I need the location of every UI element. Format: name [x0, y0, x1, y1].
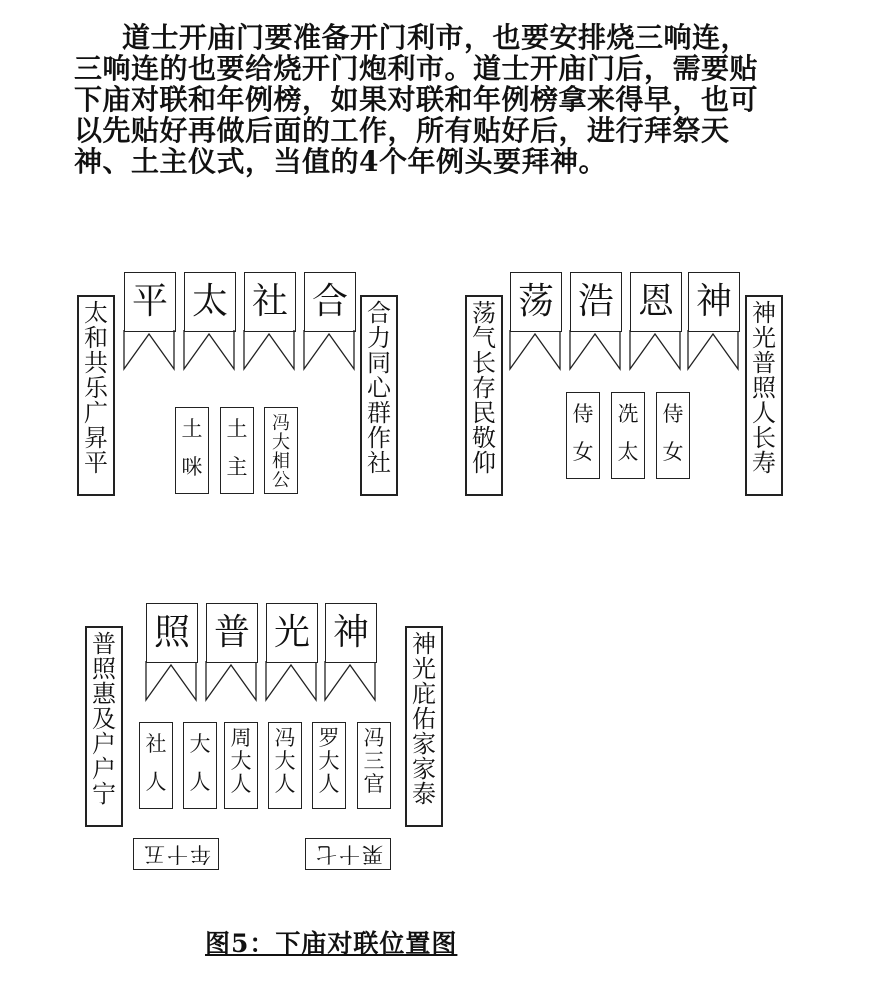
horizontal-char: 神	[688, 272, 740, 332]
spirit-tablet: 侍女	[656, 392, 690, 479]
horizontal-char: 平	[124, 272, 176, 332]
spirit-tablet: 土咪	[175, 407, 209, 494]
spirit-tablet: 冯三官	[357, 722, 391, 809]
horizontal-char: 太	[184, 272, 236, 332]
left-couplet: 太和共乐广昇平	[77, 295, 115, 496]
horizontal-char: 社	[244, 272, 296, 332]
spirit-tablet: 土主	[220, 407, 254, 494]
horizontal-char: 恩	[630, 272, 682, 332]
horizontal-char: 照	[146, 603, 198, 663]
intro-paragraph: 道士开庙门要准备开门利市，也要安排烧三响连，三响连的也要给烧开门炮利市。道士开庙门后，需要贴下庙对联和年例榜，如果对联和年例榜拿来得早，也可以先贴好再做后面的工作，所有贴好后，进行拜祭天神、土主仪式，当值的4个年例头要拜神。	[74, 21, 759, 178]
right-couplet: 合力同心群作社	[360, 295, 398, 496]
horizontal-char: 普	[206, 603, 258, 663]
spirit-tablet: 罗大人	[312, 722, 346, 809]
spirit-tablet: 冯大人	[268, 722, 302, 809]
right-couplet: 神光庇佑家家泰	[405, 626, 443, 827]
year-label: 年十五	[133, 838, 219, 870]
spirit-tablet: 社人	[139, 722, 173, 809]
spirit-tablet: 大人	[183, 722, 217, 809]
spirit-tablet: 冼太	[611, 392, 645, 479]
horizontal-char: 神	[325, 603, 377, 663]
horizontal-char: 光	[266, 603, 318, 663]
year-label: 栗十七	[305, 838, 391, 870]
right-couplet: 神光普照人长寿	[745, 295, 783, 496]
horizontal-char: 荡	[510, 272, 562, 332]
horizontal-char: 浩	[570, 272, 622, 332]
spirit-tablet: 周大人	[224, 722, 258, 809]
left-couplet: 荡气长存民敬仰	[465, 295, 503, 496]
figure-caption: 图5：下庙对联位置图	[205, 929, 458, 958]
horizontal-char: 合	[304, 272, 356, 332]
left-couplet: 普照惠及户户宁	[85, 626, 123, 827]
spirit-tablet: 冯大相公	[264, 407, 298, 494]
spirit-tablet: 侍女	[566, 392, 600, 479]
